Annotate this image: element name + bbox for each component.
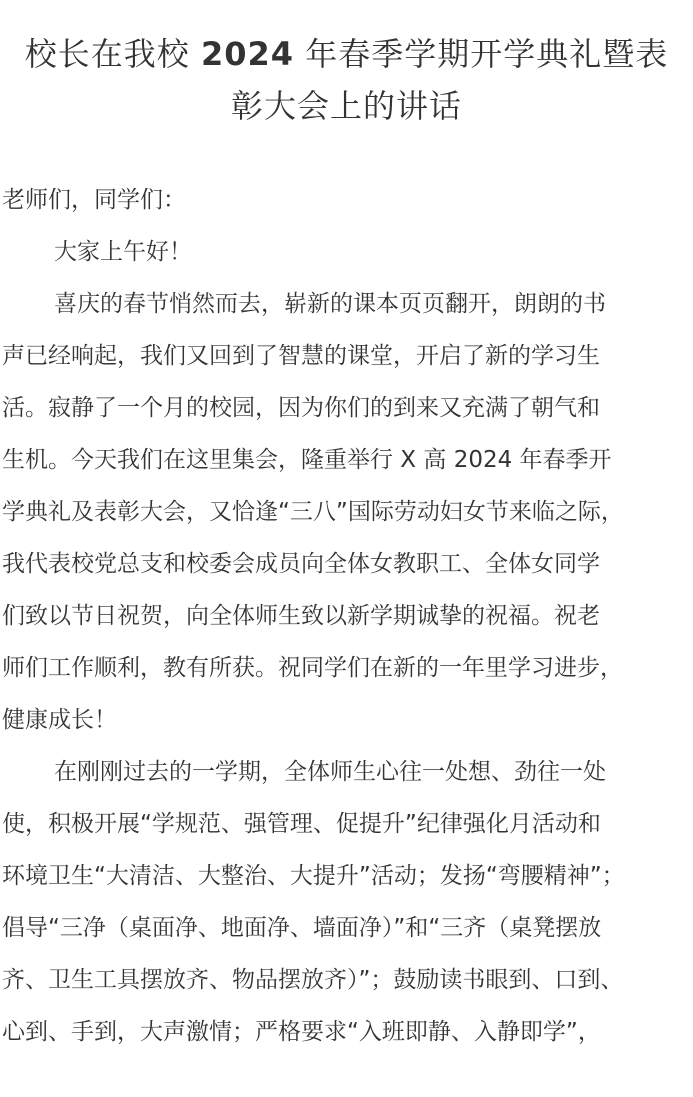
document-body	[0, 174, 693, 1058]
paragraph-1-line-4: 生机。今天我们在这里集会，隆重举行 X 高 2024 年春季开	[2, 447, 612, 473]
paragraph-1-line-2: 声已经响起，我们又回到了智慧的课堂，开启了新的学习生	[2, 343, 600, 369]
document-title	[0, 0, 693, 132]
title-part2: 年春季学期开学典礼暨表	[305, 35, 669, 73]
paragraph-2-line-3: 环境卫生“大清洁、大整治、大提升”活动；发扬“弯腰精神”；	[2, 863, 625, 889]
paragraph-1-line-8: 师们工作顺利，教有所获。祝同学们在新的一年里学习进步，	[2, 655, 623, 681]
paragraph-2-line-2: 使，积极开展“学规范、强管理、促提升”纪律强化月活动和	[2, 811, 601, 837]
paragraph-2-line-4: 倡导“三净（桌面净、地面净、墙面净）”和“三齐（桌凳摆放	[2, 915, 602, 941]
paragraph-2-line-5: 齐、卫生工具摆放齐、物品摆放齐）”；鼓励读书眼到、口到、	[2, 967, 624, 993]
paragraph-1-line-9: 健康成长！	[2, 707, 117, 733]
title-part1: 校长在我校	[24, 35, 190, 73]
paragraph-2-line-6: 心到、手到，大声激情；严格要求“入班即静、入静即学”，	[2, 1019, 601, 1045]
paragraph-1-line-7: 们致以节日祝贺，向全体师生致以新学期诚挚的祝福。祝老	[2, 603, 600, 629]
paragraph-1-line-1: 喜庆的春节悄然而去，崭新的课本页页翻开，朗朗的书	[54, 291, 606, 317]
paragraph-1-line-3: 活。寂静了一个月的校园，因为你们的到来又充满了朝气和	[2, 395, 600, 421]
paragraph-1-line-5: 学典礼及表彰大会，又恰逢“三八”国际劳动妇女节来临之际，	[2, 499, 624, 525]
salutation-line: 老师们，同学们：	[2, 187, 186, 213]
paragraph-2-line-1: 在刚刚过去的一学期，全体师生心往一处想、劲往一处	[54, 759, 606, 785]
title-year: 2024	[200, 35, 295, 73]
title-line2: 彰大会上的讲话	[230, 87, 462, 125]
paragraph-1-line-6: 我代表校党总支和校委会成员向全体女教职工、全体女同学	[2, 551, 600, 577]
greeting-line: 大家上午好！	[54, 239, 192, 265]
